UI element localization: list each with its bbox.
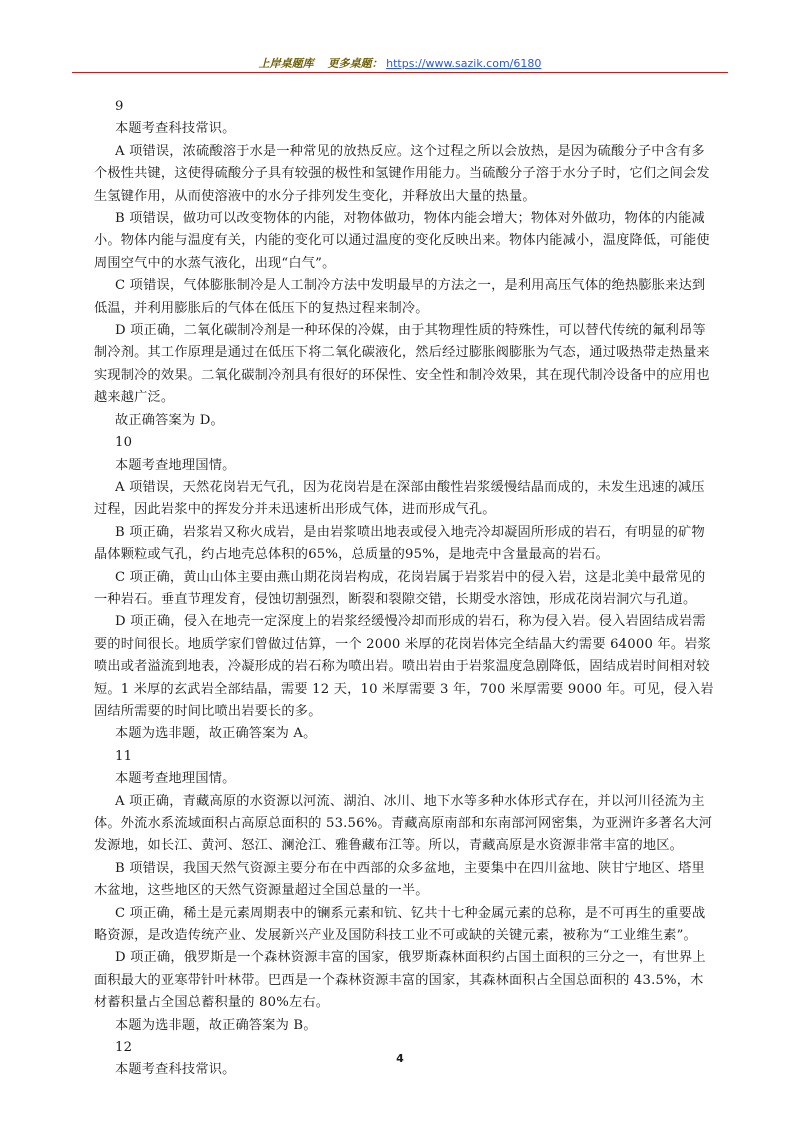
header-divider (72, 72, 728, 73)
header-brand: 上岸桌题库 (258, 57, 314, 70)
option-analysis: B 项正确，岩浆岩又称火成岩，是由岩浆喷出地表或侵入地壳冷却凝固所形成的岩石，有明显的矿物晶体颗粒或气孔，约占地壳总体积的65%，总质量的95%，是地壳中含量最高的岩石。 (94, 524, 705, 563)
page-header (72, 55, 728, 71)
option-analysis: C 项正确，黄山山体主要由燕山期花岗岩构成，花岗岩属于岩浆岩中的侵入岩，这是北美中最常见的一种岩石。垂直节理发育，侵蚀切割强烈，断裂和裂隙交错，长期受水溶蚀，形成花岗岩洞穴与孔道。 (94, 569, 706, 607)
option-analysis: C 项正确，稀土是元素周期表中的镧系元素和钪、钇共十七种金属元素的总称，是不可再生的重要战略资源，是改造传统产业、发展新兴产业及国防科技工业不可或缺的关键元素，被称为“工业维生素”。 (94, 905, 706, 944)
option-analysis: D 项正确，侵入在地壳一定深度上的岩浆经缓慢冷却而形成的岩石，称为侵入岩。侵入岩固结成岩需要的时间很长。地质学家们曾做过估算，一个 2000 米厚的花岗岩体完全结晶大约需要 64000 年。岩浆喷出或者溢流到地表，冷凝形成的岩石称为喷出岩。喷出岩由于岩浆温度急剧降低，固结成岩时间相对较短。1 米厚的玄武岩全部结晶，需要 12 天，10 米厚需要 3 年，700 米厚需要 9000 年。可见，侵入岩固结所需要的时间比喷出岩要长的多。 (94, 614, 714, 719)
question-number: 12 (115, 1040, 133, 1056)
option-analysis: A 项错误，浓硫酸溶于水是一种常见的放热反应。这个过程之所以会放热，是因为硫酸分子中含有多个极性共键，这使得硫酸分子具有较强的极性和氢键作用能力。当硫酸分子溶于水分子时，它们之间会发生氢键作用，从而使溶液中的水分子排列发生变化，并释放出大量的热量。 (94, 143, 710, 204)
question-topic: 本题考查地理国情。 (115, 771, 236, 787)
answer-line: 本题为选非题，故正确答案为 B。 (115, 1017, 317, 1033)
option-analysis: A 项正确，青藏高原的水资源以河流、湖泊、冰川、地下水等多种水体形式存在，并以河川径流为主体。外流水系流域面积占高原总面积的 53.56%。青藏高原南部和东南部河网密集，为亚洲许多著名大河发源地，如长江、黄河、怒江、澜沧江、雅鲁藏布江等。所以，青藏高原是水资源非常丰富的地区。 (94, 793, 713, 854)
question-topic: 本题考查科技常识。 (115, 1062, 236, 1078)
answer-line: 本题为选非题，故正确答案为 A。 (115, 726, 317, 742)
option-analysis: A 项错误，天然花岗岩无气孔，因为花岗岩是在深部由酸性岩浆缓慢结晶而成的，未发生迅速的减压过程，因此岩浆中的挥发分并未迅速析出形成气体，进而形成气孔。 (94, 479, 705, 518)
option-analysis: B 项错误，我国天然气资源主要分布在中西部的众多盆地，主要集中在四川盆地、陕甘宁地区、塔里木盆地，这些地区的天然气资源量超过全国总量的一半。 (94, 860, 705, 899)
header-label: 更多桌题： (327, 57, 383, 70)
option-analysis: D 项正确，二氧化碳制冷剂是一种环保的冷媒，由于其物理性质的特殊性，可以替代传统的氟利昂等制冷剂。其工作原理是通过在低压下将二氧化碳液化，然后经过膨胀阀膨胀为气态，通过吸热带走热量来实现制冷的效果。二氧化碳制冷剂具有很好的环保性、安全性和制冷效果，其在现代制冷设备中的应用也越来越广泛。 (94, 323, 710, 406)
header-link[interactable]: https://www.sazik.com/6180 (386, 57, 542, 70)
option-analysis: D 项正确，俄罗斯是一个森林资源丰富的国家，俄罗斯森林面积约占国土面积的三分之一，有世界上面积最大的亚寒带针叶林带。巴西是一个森林资源丰富的国家，其森林面积占全国总面积的 43.5%，木材蓄积量占全国总蓄积量的 80%左右。 (94, 950, 706, 1011)
question-topic: 本题考查地理国情。 (115, 457, 236, 473)
question-number: 9 (115, 99, 124, 114)
question-number: 11 (115, 748, 133, 764)
answer-line: 故正确答案为 D。 (115, 412, 224, 428)
question-number: 10 (115, 435, 133, 451)
document-body (94, 96, 714, 1082)
page-number: 4 (396, 1052, 404, 1065)
question-topic: 本题考查科技常识。 (115, 121, 236, 137)
option-analysis: C 项错误，气体膨胀制冷是人工制冷方法中发明最早的方法之一，是利用高压气体的绝热膨胀来达到低温，并利用膨胀后的气体在低压下的复热过程来制冷。 (94, 278, 706, 316)
option-analysis: B 项错误，做功可以改变物体的内能，对物体做功，物体内能会增大；物体对外做功，物体的内能减小。物体内能与温度有关，内能的变化可以通过温度的变化反映出来。物体内能减小，温度降低，可能使周围空气中的水蒸气液化，出现“白气”。 (94, 211, 710, 271)
